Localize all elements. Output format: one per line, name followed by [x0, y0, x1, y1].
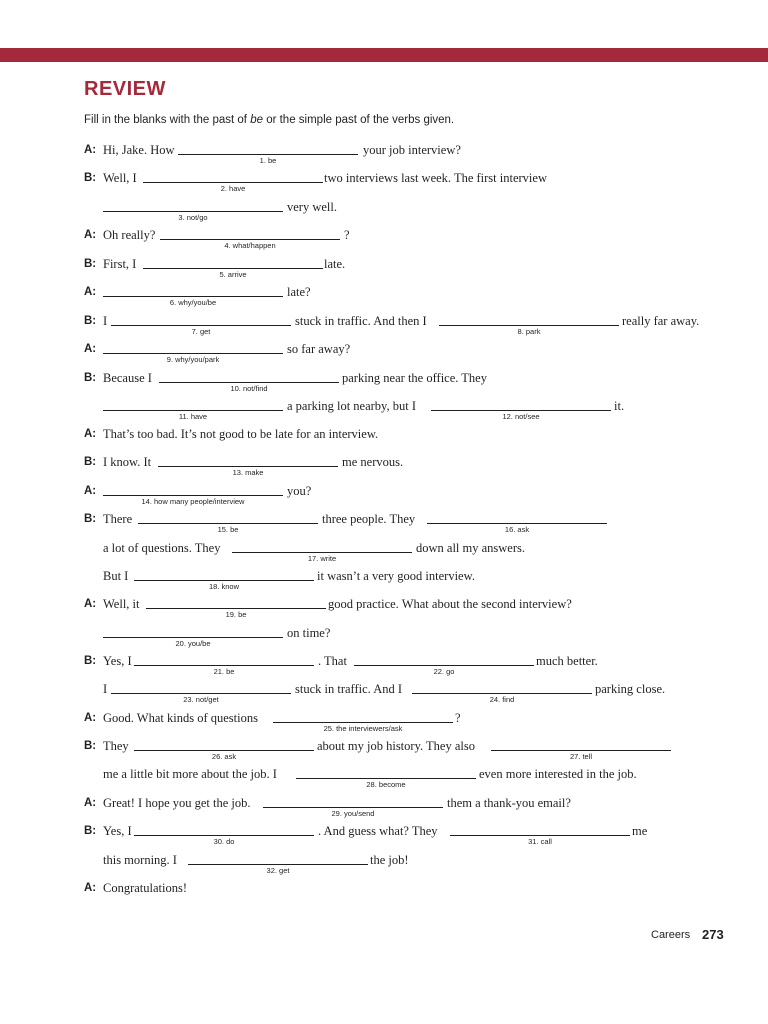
verb-hint: 6. why/you/be: [169, 298, 217, 307]
dialogue-text: the job!: [370, 853, 409, 867]
answer-blank[interactable]: [134, 580, 314, 581]
dialogue-text: I: [103, 682, 108, 696]
speaker-label: A:: [84, 286, 97, 298]
dialogue-text: Congratulations!: [103, 881, 188, 895]
answer-blank[interactable]: [450, 835, 630, 836]
answer-blank[interactable]: [439, 325, 619, 326]
verb-hint: 24. find: [489, 695, 515, 704]
answer-blank[interactable]: [412, 693, 592, 694]
dialogue-text: three people. They: [322, 512, 416, 526]
dialogue-text: really far away.: [622, 314, 700, 328]
dialogue-text: down all my answers.: [416, 541, 526, 555]
dialogue-text: this morning. I: [103, 853, 177, 867]
answer-blank[interactable]: [188, 864, 368, 865]
dialogue-text: it.: [614, 399, 625, 413]
dialogue-text: a lot of questions. They: [103, 541, 221, 555]
dialogue-text: me nervous.: [342, 455, 404, 469]
verb-hint: 1. be: [259, 156, 277, 165]
dialogue-text: about my job history. They also: [317, 739, 475, 753]
speaker-label: B:: [84, 172, 97, 184]
verb-hint: 28. become: [366, 780, 406, 789]
answer-blank[interactable]: [138, 523, 318, 524]
dialogue-text: a parking lot nearby, but I: [287, 399, 417, 413]
speaker-label: B:: [84, 655, 97, 667]
page-number: 273: [702, 927, 724, 942]
answer-blank[interactable]: [134, 835, 314, 836]
dialogue-text: Yes, I: [103, 824, 132, 838]
dialogue-text: much better.: [536, 654, 598, 668]
verb-hint: 3. not/go: [178, 213, 208, 222]
dialogue-text: Well, I: [103, 171, 137, 185]
answer-blank[interactable]: [103, 637, 283, 638]
answer-blank[interactable]: [134, 665, 314, 666]
dialogue-text: Oh really?: [103, 228, 156, 242]
header-bar: [0, 48, 768, 62]
dialogue-text: late.: [324, 257, 346, 271]
speaker-label: A:: [84, 797, 97, 809]
verb-hint: 21. be: [213, 667, 235, 676]
answer-blank[interactable]: [160, 239, 340, 240]
dialogue-text: I: [103, 314, 108, 328]
speaker-label: A:: [84, 229, 97, 241]
verb-hint: 7. get: [191, 327, 211, 336]
dialogue-text: it wasn’t a very good interview.: [317, 569, 475, 583]
verb-hint: 14. how many people/interview: [141, 497, 245, 506]
verb-hint: 32. get: [266, 866, 290, 875]
answer-blank[interactable]: [103, 296, 283, 297]
dialogue-text: so far away?: [287, 342, 351, 356]
answer-blank[interactable]: [431, 410, 611, 411]
dialogue-text: ?: [344, 228, 350, 242]
dialogue-text: me: [632, 824, 648, 838]
dialogue-text: Good. What kinds of questions: [103, 711, 258, 725]
answer-blank[interactable]: [103, 410, 283, 411]
speaker-label: A:: [84, 485, 97, 497]
answer-blank[interactable]: [158, 466, 338, 467]
answer-blank[interactable]: [146, 608, 326, 609]
verb-hint: 10. not/find: [230, 384, 268, 393]
dialogue-text: late?: [287, 285, 311, 299]
dialogue-text: I know. It: [103, 455, 152, 469]
answer-blank[interactable]: [296, 778, 476, 779]
dialogue-text: . That: [318, 654, 347, 668]
speaker-label: A:: [84, 343, 97, 355]
speaker-label: B:: [84, 315, 97, 327]
page-title: REVIEW: [84, 78, 166, 100]
verb-hint: 31. call: [528, 837, 552, 846]
verb-hint: 16. ask: [504, 525, 530, 534]
speaker-label: B:: [84, 825, 97, 837]
dialogue-text: Great! I hope you get the job.: [103, 796, 251, 810]
speaker-label: B:: [84, 456, 97, 468]
dialogue-text: There: [103, 512, 133, 526]
verb-hint: 2. have: [220, 184, 246, 193]
verb-hint: 26. ask: [211, 752, 237, 761]
speaker-label: A:: [84, 428, 97, 440]
verb-hint: 8. park: [517, 327, 541, 336]
verb-hint: 12. not/see: [502, 412, 540, 421]
verb-hint: 17. write: [307, 554, 337, 563]
dialogue-text: me a little bit more about the job. I: [103, 767, 277, 781]
instructions-text-after: or the simple past of the verbs given.: [263, 114, 455, 126]
dialogue-text: very well.: [287, 200, 337, 214]
dialogue-text: parking close.: [595, 682, 666, 696]
speaker-label: A:: [84, 882, 97, 894]
speaker-label: A:: [84, 712, 97, 724]
dialogue-text: Yes, I: [103, 654, 132, 668]
answer-blank[interactable]: [273, 722, 453, 723]
dialogue-text: They: [103, 739, 129, 753]
answer-blank[interactable]: [491, 750, 671, 751]
verb-hint: 30. do: [213, 837, 235, 846]
dialogue-text: parking near the office. They: [342, 371, 487, 385]
verb-hint: 22. go: [433, 667, 455, 676]
dialogue-text: But I: [103, 569, 129, 583]
answer-blank[interactable]: [103, 495, 283, 496]
answer-blank[interactable]: [143, 182, 323, 183]
dialogue-text: them a thank-you email?: [447, 796, 571, 810]
dialogue-text: Well, it: [103, 597, 140, 611]
dialogue-text: you?: [287, 484, 312, 498]
verb-hint: 29. you/send: [331, 809, 375, 818]
dialogue-text: two interviews last week. The first interview: [324, 171, 547, 185]
speaker-label: B:: [84, 258, 97, 270]
answer-blank[interactable]: [354, 665, 534, 666]
dialogue-text: even more interested in the job.: [479, 767, 637, 781]
answer-blank[interactable]: [178, 154, 358, 155]
speaker-label: B:: [84, 740, 97, 752]
verb-hint: 27. tell: [569, 752, 593, 761]
dialogue-text: stuck in traffic. And then I: [295, 314, 427, 328]
dialogue-text: Hi, Jake. How: [103, 143, 175, 157]
dialogue-text: on time?: [287, 626, 331, 640]
instructions-text-italic: be: [250, 114, 263, 126]
answer-blank[interactable]: [111, 325, 291, 326]
dialogue-text: stuck in traffic. And I: [295, 682, 403, 696]
answer-blank[interactable]: [103, 353, 283, 354]
answer-blank[interactable]: [159, 382, 339, 383]
verb-hint: 15. be: [217, 525, 239, 534]
verb-hint: 23. not/get: [183, 695, 219, 704]
answer-blank[interactable]: [103, 211, 283, 212]
verb-hint: 9. why/you/park: [166, 355, 220, 364]
answer-blank[interactable]: [143, 268, 323, 269]
answer-blank[interactable]: [263, 807, 443, 808]
answer-blank[interactable]: [134, 750, 314, 751]
dialogue-text: Because I: [103, 371, 152, 385]
dialogue-text: That’s too bad. It’s not good to be late for an interview.: [103, 427, 379, 441]
verb-hint: 25. the interviewers/ask: [323, 724, 403, 733]
verb-hint: 4. what/happen: [224, 241, 276, 250]
verb-hint: 11. have: [178, 412, 208, 421]
dialogue-text: ?: [455, 711, 461, 725]
instructions-text-before: Fill in the blanks with the past of: [84, 114, 251, 126]
speaker-label: A:: [84, 598, 97, 610]
speaker-label: A:: [84, 144, 97, 156]
dialogue-text: your job interview?: [363, 143, 461, 157]
verb-hint: 5. arrive: [219, 270, 247, 279]
answer-blank[interactable]: [111, 693, 291, 694]
dialogue-text: good practice. What about the second interview?: [328, 597, 572, 611]
answer-blank[interactable]: [232, 552, 412, 553]
verb-hint: 19. be: [225, 610, 247, 619]
dialogue-text: First, I: [103, 257, 137, 271]
instructions: [84, 114, 454, 126]
verb-hint: 18. know: [208, 582, 240, 591]
speaker-label: B:: [84, 513, 97, 525]
verb-hint: 13. make: [232, 468, 264, 477]
verb-hint: 20. you/be: [175, 639, 211, 648]
footer-section: Careers: [651, 929, 691, 941]
dialogue-text: . And guess what? They: [318, 824, 438, 838]
answer-blank[interactable]: [427, 523, 607, 524]
speaker-label: B:: [84, 372, 97, 384]
